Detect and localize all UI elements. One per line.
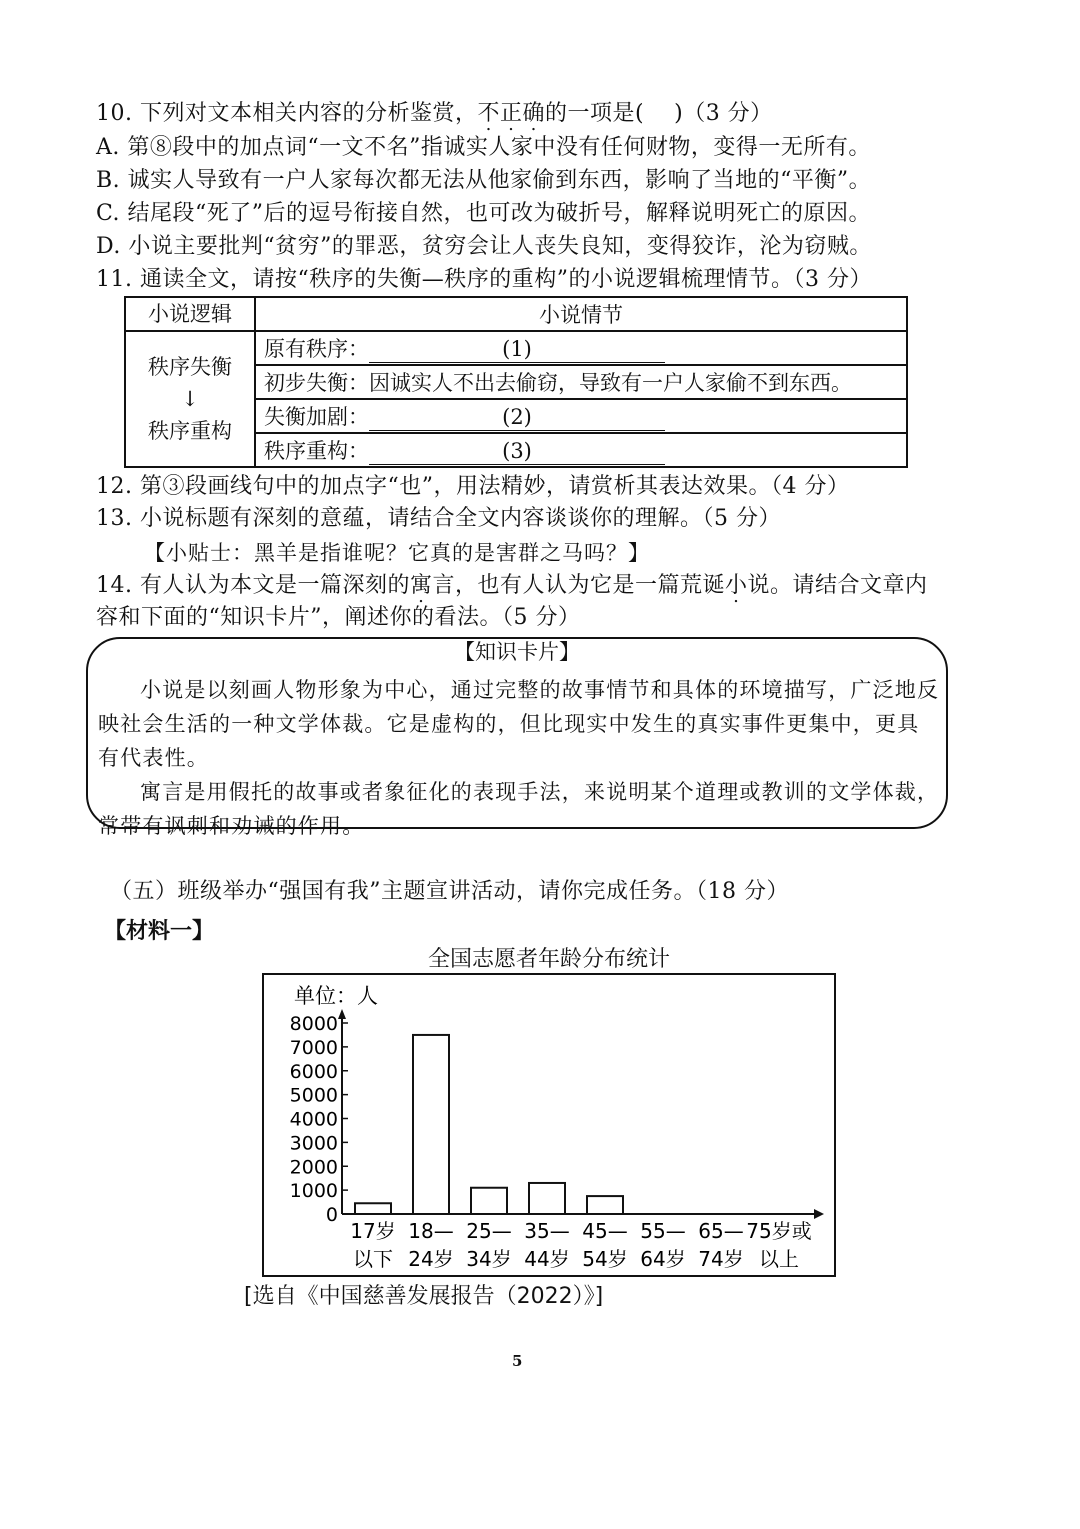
q10-option-b: B. 诚实人导致有一户人家每次都无法从他家偷到东西，影响了当地的“平衡”。 [96,168,872,193]
q13-stem: 13. 小说标题有深刻的意蕴，请结合全文内容谈谈你的理解。（5 分） [96,506,781,531]
emphasis-char: 寓 [409,573,433,598]
card-paragraph-fable: 寓言是用假托的故事或者象征化的表现手法，来说明某个道理或教训的文学体裁，常带有讽刺和劝诫的作用。 [98,780,940,838]
table-row: 初步失衡：因诚实人不出去偷窃，导致有一户人家偷不到东西。 [255,365,907,399]
table-row: 秩序重构： (3) [255,433,907,467]
q10-option-a: A. 第⑧段中的加点词“一文不名”指诚实人家中没有任何财物，变得一无所有。 [96,135,871,160]
q14-stem-line1: 14. 有人认为本文是一篇深刻的寓言，也有人认为它是一篇荒诞小说。请结合文章内 [96,573,928,598]
q13-tips: 【小贴士：黑羊是指谁呢？它真的是害群之马吗？】 [144,541,650,565]
q10-stem: 10. 下列对文本相关内容的分析鉴赏，不正确的一项是( )（3 分） [96,101,773,126]
logic-bottom: 秩序重构 [148,419,232,443]
table-row: 原有秩序： (1) [255,331,907,365]
answer-blank-3[interactable]: (3) [369,438,665,465]
material-1-label: 【材料一】 [104,918,215,944]
bar [587,1196,623,1214]
logic-top: 秩序失衡 [148,355,232,379]
x-tick-label: 54岁 [582,1247,628,1271]
y-tick-label: 5000 [289,1084,338,1107]
q10-option-d: D. 小说主要批判“贫穷”的罪恶，贫穷会让人丧失良知，变得狡诈，沦为窃贼。 [96,234,872,259]
chart-source: [选自《中国慈善发展报告（2022）》] [244,1284,604,1309]
card-title: 【知识卡片】 [454,640,580,664]
q11-stem: 11. 通读全文，请按“秩序的失衡—秩序的重构”的小说逻辑梳理情节。（3 分） [96,267,872,292]
answer-blank-2[interactable]: (2) [369,404,665,431]
table-header-plot: 小说情节 [255,297,907,331]
y-tick-label: 6000 [289,1060,338,1083]
x-tick-label: 35— [524,1219,570,1243]
y-tick-label: 3000 [289,1132,338,1155]
card-paragraph-novel: 小说是以刻画人物形象为中心，通过完整的故事情节和具体的环境描写，广泛地反映社会生活的一种文学体裁。它是虚构的，但比现实中发生的真实事件更集中，更具有代表性。 [98,678,940,770]
unit-label: 单位：人 [294,984,378,1008]
bar [413,1035,449,1214]
y-tick-label: 2000 [289,1156,338,1179]
page-number: 5 [512,1352,523,1370]
bar-chart [262,973,836,1277]
x-tick-label: 65— [698,1219,744,1243]
y-axis-arrow [338,1009,346,1019]
x-tick-label: 74岁 [698,1247,744,1271]
plot-table [124,296,908,468]
knowledge-card [86,637,948,838]
answer-blank-1[interactable]: (1) [369,336,665,363]
bar [529,1183,565,1214]
x-tick-label: 75岁或 [746,1219,812,1243]
logic-column [125,331,255,467]
chart-title: 全国志愿者年龄分布统计 [428,947,671,972]
emphasis-char: 确 [522,101,546,126]
x-tick-label: 45— [582,1219,628,1243]
x-tick-label: 17岁 [350,1219,396,1243]
x-tick-label: 64岁 [640,1247,686,1271]
x-tick-label: 55— [640,1219,686,1243]
x-tick-label: 18— [408,1219,454,1243]
x-tick-label: 24岁 [408,1247,454,1271]
bar [471,1188,507,1214]
x-tick-label: 44岁 [524,1247,570,1271]
arrow-down-icon: ↓ [181,387,199,411]
x-tick-label: 以上 [759,1247,799,1271]
x-tick-label: 以下 [353,1247,393,1271]
y-tick-label: 7000 [289,1036,338,1059]
q10-option-c: C. 结尾段“死了”后的逗号衔接自然，也可改为破折号，解释说明死亡的原因。 [96,201,872,226]
q12-stem: 12. 第③段画线句中的加点字“也”，用法精妙，请赏析其表达效果。（4 分） [96,474,850,499]
table-row: 失衡加剧： (2) [255,399,907,433]
emphasis-char: 正 [500,101,523,126]
x-tick-label: 25— [466,1219,512,1243]
section-5-heading: （五）班级举办“强国有我”主题宣讲活动，请你完成任务。（18 分） [110,879,789,904]
y-tick-label: 1000 [289,1180,338,1203]
q14-stem-line2: 容和下面的“知识卡片”，阐述你的看法。（5 分） [96,605,581,630]
chart-canvas [264,975,834,1275]
bar [355,1203,391,1214]
y-tick-label: 4000 [289,1108,338,1131]
y-tick-label: 8000 [289,1013,338,1035]
emphasis-char: 不 [477,101,500,126]
table-header-logic: 小说逻辑 [125,297,255,331]
y-tick-label: 0 [325,1204,338,1226]
emphasis-char: 小 [725,573,748,598]
x-tick-label: 34岁 [466,1247,512,1271]
x-axis-arrow [814,1209,824,1219]
